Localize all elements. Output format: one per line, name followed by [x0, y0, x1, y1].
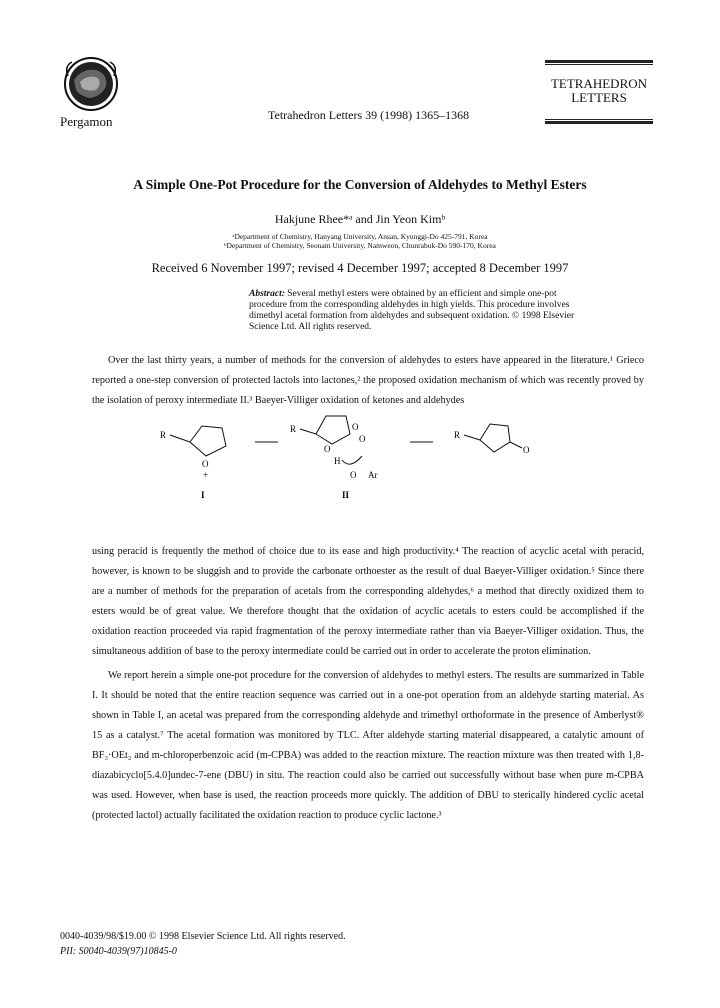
- footer-pii: PII: S0040-4039(97)10845-0: [60, 946, 177, 957]
- structure-i-r-label: R: [160, 430, 167, 440]
- lactone-o-label: O: [523, 445, 530, 455]
- structure-ii-ar-label: Ar: [368, 470, 378, 480]
- journal-name: [545, 77, 653, 105]
- footer-copyright: 0040-4039/98/$19.00 © 1998 Elsevier Science Ltd. All rights reserved.: [60, 931, 346, 942]
- abstract: [249, 289, 579, 333]
- journal-name-line1: TETRAHEDRON: [550, 76, 648, 91]
- structure-ii-o3-label: O: [324, 444, 331, 454]
- structure-i-label: I: [201, 490, 205, 500]
- publisher-logo-icon: [60, 56, 122, 112]
- structure-i-plus-label: +: [203, 470, 209, 480]
- masthead-rule-top-thin: [545, 64, 653, 65]
- body-paragraph-2: using peracid is frequently the method of choice due to its ease and high productivity.⁴ The reaction of acyclic acetal with peracid, however, is known to be sluggish and to provide the carbonate orthoester as the result of dual Baeyer-Villiger oxidation.⁵ Since there are a number of methods for the preparation of acetals from the corresponding aldehydes,⁶ a method that directly oxidized them to esters would be of great value. We therefore thought that the oxidation of acyclic acetals to esters could be accomplished if the oxidation reaction proceeded via rapid fragmentation of the peroxy intermediate rather than via Baeyer-Villiger oxidation. Thus, the simultaneous addition of base to the peroxy intermediate could be carried out in order to accelerate the proton elimination.: [92, 546, 644, 657]
- abstract-label: Abstract:: [249, 289, 285, 299]
- structure-ii-label: II: [342, 490, 350, 500]
- abstract-text: Several methyl esters were obtained by an efficient and simple one-pot procedure from the corresponding aldehydes in high yields. This procedure involves dimethyl acetal formation from aldehydes and subsequent oxidation. © 1998 Elsevier Science Ltd. All rights reserved.: [249, 289, 575, 332]
- affiliation-b: ᵇDepartment of Chemistry, Seonam University, Namweon, Chunrabuk-Do 590-170, Korea: [224, 241, 496, 250]
- structure-ii-o1-label: O: [352, 422, 359, 432]
- journal-citation: Tetrahedron Letters 39 (1998) 1365–1368: [268, 108, 470, 122]
- reaction-scheme: [150, 412, 570, 527]
- article-title: A Simple One-Pot Procedure for the Conversion of Aldehydes to Methyl Esters: [133, 177, 587, 192]
- structure-i: [160, 426, 226, 500]
- article-dates: Received 6 November 1997; revised 4 December 1997; accepted 8 December 1997: [151, 261, 569, 275]
- journal-masthead: [545, 60, 653, 125]
- structure-ii: [290, 416, 378, 500]
- structure-ii-r-label: R: [290, 424, 297, 434]
- article-authors: Hakjune Rhee*ᵃ and Jin Yeon Kimᵇ: [274, 212, 446, 226]
- journal-name-line2: LETTERS: [571, 90, 627, 105]
- structure-lactone: [454, 424, 530, 455]
- masthead-rule-top: [545, 60, 653, 63]
- affiliation-a: ᵃDepartment of Chemistry, Hanyang University, Ansan, Kyunggi-Do 425-791, Korea: [232, 232, 488, 241]
- body-paragraph-3: We report herein a simple one-pot procedure for the conversion of aldehydes to methyl esters. The results are summarized in Table I. It should be noted that the entire reaction sequence was carried out in a one-pot operation from an aldehyde starting material. As shown in Table I, an acetal was prepared from the corresponding aldehyde and trimethyl orthoformate in the presence of Amberlyst® 15 as a catalyst.⁷ The acetal formation was monitored by TLC. After aldehyde starting material disappeared, a catalytic amount of BF₃·OEt₂ and m-chloroperbenzoic acid (m-CPBA) was added to the reaction mixture. The reaction mixture was then treated with 1,8-diazabicyclo[5.4.0]undec-7-ene (DBU) in situ. The reaction could also be carried out successfully without base when pure m-CPBA was used. However, when base is used, the reaction proceeds more quickly. The addition of DBU to sterically hindered cyclic acetal (protected lactol) actually facilitated the oxidation reaction to produce cyclic lactone.³: [92, 670, 644, 821]
- masthead-rule-bottom-thin: [545, 119, 653, 120]
- structure-ii-o4-label: O: [350, 470, 357, 480]
- masthead-rule-bottom: [545, 121, 653, 124]
- body-paragraph-1: Over the last thirty years, a number of methods for the conversion of aldehydes to esters have appeared in the literature.¹ Grieco reported a one-step conversion of protected lactols into lactones,² the proposed oxidation mechanism of which was recently proved by the isolation of peroxy intermediate II.³ Baeyer-Villiger oxidation of ketones and aldehydes: [92, 355, 644, 406]
- structure-i-o-label: O: [202, 459, 209, 469]
- structure-ii-h-label: H: [334, 456, 341, 466]
- structure-ii-o2-label: O: [359, 434, 366, 444]
- lactone-r-label: R: [454, 430, 461, 440]
- footer: [60, 929, 346, 959]
- publisher-name: Pergamon: [60, 114, 113, 129]
